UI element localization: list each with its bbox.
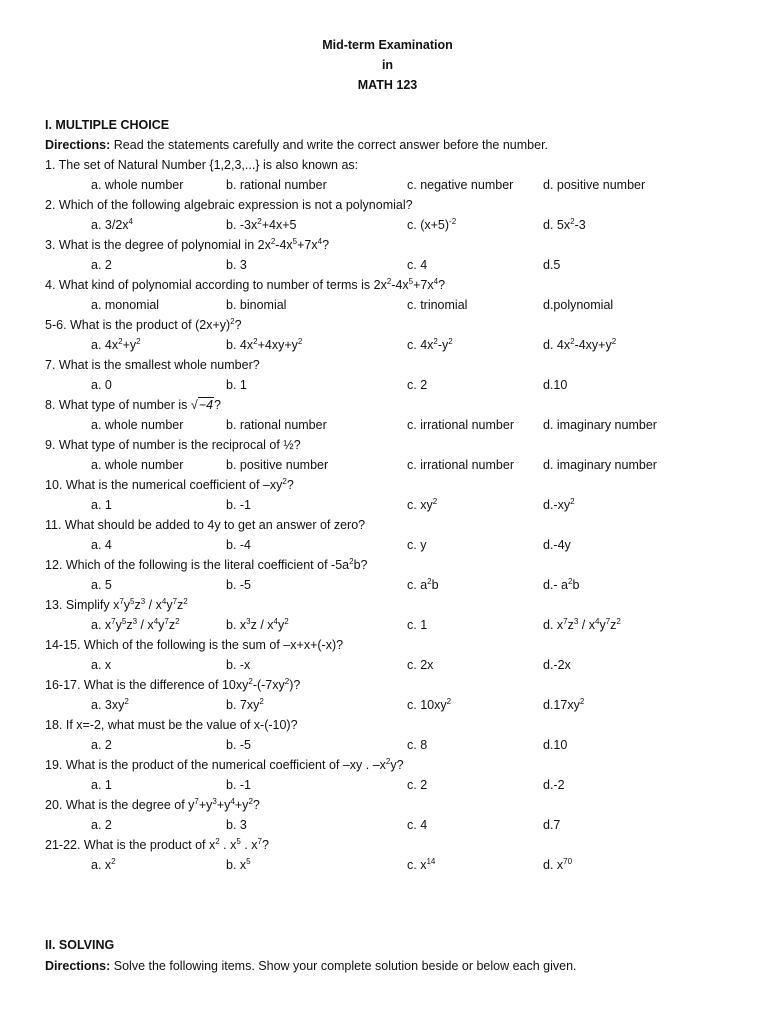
- question-text: 11. What should be added to 4y to get an answer of zero?: [45, 518, 366, 532]
- question-text: 5-6. What is the product of $(2x+y)^2$?: [45, 317, 242, 332]
- answer-option: b. binomial: [226, 298, 287, 312]
- answer-option: $d.-xy^2$: [543, 497, 575, 512]
- answer-option: c. 8: [407, 738, 428, 752]
- answer-option: d.polynomial: [543, 298, 614, 312]
- answer-option: a. 1: [91, 778, 112, 792]
- answer-option: a. monomial: [91, 298, 160, 312]
- answer-option: d.10: [543, 378, 568, 392]
- answer-option: c. 2: [407, 378, 428, 392]
- answer-option: b. $4x^2+4xy+y^2$: [226, 337, 303, 352]
- answer-option: c. 4: [407, 818, 428, 832]
- answer-option: c. $10xy^2$: [407, 697, 452, 712]
- answer-option: d.- $a^2b$: [543, 577, 580, 592]
- answer-option: a. 0: [91, 378, 112, 392]
- answer-option: c. $4x^2-y^2$: [407, 337, 453, 352]
- exam-title: Mid-term Examination: [322, 38, 453, 52]
- question-text: 16-17. What is the difference of $10xy^2-(-7xy^2)$?: [45, 677, 301, 692]
- question-text: 12. Which of the following is the literal coefficient of $-5a^2b$?: [45, 557, 368, 572]
- question-text: 21-22. What is the product of $x^2$ . $x^5$ . $x^7$?: [45, 837, 269, 852]
- question-text: 19. What is the product of the numerical coefficient of –xy . $-x^2y$?: [45, 757, 404, 772]
- question-text: 4. What kind of polynomial according to number of terms is $2x^2-4x^5+7x^4$?: [45, 277, 446, 292]
- answer-option: d. $x^7z^3 / x^4y^7z^2$: [543, 617, 621, 632]
- question-text: 9. What type of number is the reciprocal of ½?: [45, 438, 301, 452]
- answer-option: d. imaginary number: [543, 418, 657, 432]
- answer-option: a. $4x^2+y^2$: [91, 337, 141, 352]
- question-text: 8. What type of number is √−4?: [45, 398, 221, 412]
- directions-text: Solve the following items. Show your complete solution beside or below each given.: [110, 959, 577, 973]
- question-text: 13. Simplify $x^7y^5z^3 / x^4y^7z^2$: [45, 597, 188, 612]
- answer-option: d.7: [543, 818, 561, 832]
- directions-label: Directions:: [45, 959, 111, 973]
- answer-option: b. rational number: [226, 178, 327, 192]
- answer-option: a. 2: [91, 738, 112, 752]
- answer-option: b. -5: [226, 578, 252, 592]
- answer-option: a. 4: [91, 538, 112, 552]
- answer-option: d.-4y: [543, 538, 571, 552]
- answer-option: c. negative number: [407, 178, 514, 192]
- answer-option: a. whole number: [91, 178, 184, 192]
- answer-option: c. 2x: [407, 658, 434, 672]
- section-heading-multiple-choice: I. MULTIPLE CHOICE: [45, 118, 170, 132]
- answer-option: a. 1: [91, 498, 112, 512]
- answer-option: d. $x^{70}$: [543, 857, 573, 872]
- answer-option: c. $xy^2$: [407, 497, 438, 512]
- answer-option: a. $3xy^2$: [91, 697, 129, 712]
- answer-option: c. irrational number: [407, 458, 514, 472]
- question-text: 3. What is the degree of polynomial in $2x^2-4x^5+7x^4$?: [45, 237, 330, 252]
- answer-option: a. whole number: [91, 418, 184, 432]
- exam-title-in: in: [381, 58, 394, 72]
- answer-option: b. $x^3z / x^4y^2$: [226, 617, 289, 632]
- answer-option: b. positive number: [226, 458, 329, 472]
- answer-option: c. 1: [407, 618, 428, 632]
- answer-option: d. imaginary number: [543, 458, 657, 472]
- section-heading-solving: II. SOLVING: [45, 938, 115, 952]
- answer-option: c. 2: [407, 778, 428, 792]
- question-text: 14-15. Which of the following is the sum of –x+x+(-x)?: [45, 638, 344, 652]
- answer-option: b. 3: [226, 258, 247, 272]
- answer-option: c. trinomial: [407, 298, 468, 312]
- answer-option: a. whole number: [91, 458, 184, 472]
- directions-label: Directions:: [45, 138, 111, 152]
- course-code: MATH 123: [357, 78, 418, 92]
- question-text: 7. What is the smallest whole number?: [45, 358, 260, 372]
- answer-option: b. 1: [226, 378, 247, 392]
- answer-option: b. 3: [226, 818, 247, 832]
- answer-option: b. -5: [226, 738, 252, 752]
- answer-option: d. $5x^2-3$: [543, 217, 586, 232]
- answer-option: a. 2: [91, 258, 112, 272]
- answer-option: c. y: [407, 538, 427, 552]
- answer-option: a. $x^7y^5z^3 / x^4y^7z^2$: [91, 617, 180, 632]
- answer-option: d.-2x: [543, 658, 571, 672]
- answer-option: d.10: [543, 738, 568, 752]
- answer-option: b. $-3x^2+4x+5$: [226, 217, 297, 232]
- answer-option: d.5: [543, 258, 561, 272]
- answer-option: c. irrational number: [407, 418, 514, 432]
- answer-option: a. 5: [91, 578, 112, 592]
- question-text: 20. What is the degree of $y^7+y^3+y^4+y^2$?: [45, 797, 260, 812]
- answer-option: a. x: [91, 658, 112, 672]
- answer-option: b. rational number: [226, 418, 327, 432]
- answer-option: b. $7xy^2$: [226, 697, 264, 712]
- question-text: 18. If x=-2, what must be the value of x-(-10)?: [45, 718, 298, 732]
- answer-option: b. $x^5$: [226, 857, 251, 872]
- directions-multiple-choice: [45, 137, 748, 153]
- answer-option: d.-2: [543, 778, 565, 792]
- question-text: 1. The set of Natural Number {1,2,3,...} is also known as:: [45, 158, 359, 172]
- answer-option: b. -4: [226, 538, 252, 552]
- question-text: 10. What is the numerical coefficient of $-xy^2$?: [45, 477, 294, 492]
- directions-text: Read the statements carefully and write the correct answer before the number.: [110, 138, 549, 152]
- answer-option: b. -1: [226, 778, 252, 792]
- answer-option: c. $a^2b$: [407, 577, 439, 592]
- directions-solving: [45, 958, 748, 974]
- answer-option: c. $x^{14}$: [407, 857, 436, 872]
- answer-option: b. -1: [226, 498, 252, 512]
- question-text: 2. Which of the following algebraic expression is not a polynomial?: [45, 198, 413, 212]
- answer-option: c. 4: [407, 258, 428, 272]
- answer-option: a. $x^2$: [91, 857, 116, 872]
- answer-option: c. $(x+5)^{-2}$: [407, 217, 457, 232]
- answer-option: d. $4x^2-4xy+y^2$: [543, 337, 617, 352]
- answer-option: a. 2: [91, 818, 112, 832]
- answer-option: b. -x: [226, 658, 251, 672]
- answer-option: a. $3/2x^4$: [91, 217, 133, 232]
- answer-option: d. positive number: [543, 178, 646, 192]
- answer-option: $d.17xy^2$: [543, 697, 585, 712]
